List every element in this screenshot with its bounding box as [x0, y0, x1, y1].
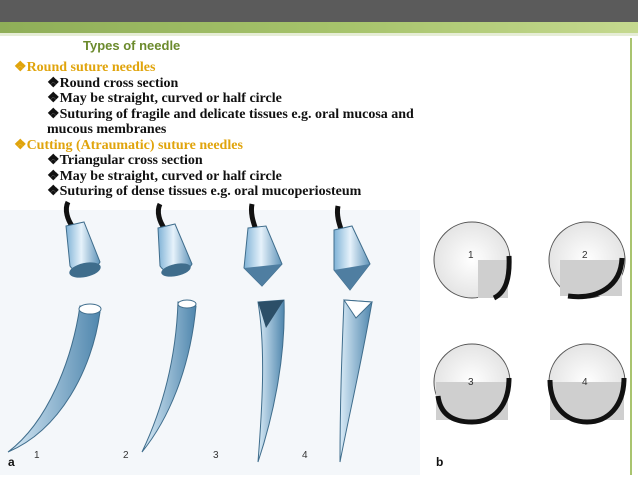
- slide-title: Types of needle: [83, 38, 181, 53]
- panel-a-label: a: [8, 455, 15, 469]
- light-stripe: [0, 33, 638, 36]
- circle-label-4: 4: [582, 377, 588, 388]
- list-item: ❖Triangular cross section: [47, 153, 203, 168]
- circle-label-2: 2: [582, 250, 588, 261]
- bullet-icon: ❖: [47, 153, 60, 168]
- circle-label-3: 3: [468, 377, 474, 388]
- list-item: ❖Suturing of dense tissues e.g. oral mucoperiosteum: [47, 184, 362, 199]
- bullet-icon: ❖: [47, 168, 60, 184]
- needle-label-2: 2: [123, 450, 129, 461]
- circle-label-1: 1: [468, 250, 474, 261]
- needle-figure: [0, 200, 638, 479]
- green-stripe: [0, 22, 638, 33]
- needle-label-4: 4: [302, 450, 308, 461]
- list-item: ❖May be straight, curved or half circle: [47, 168, 282, 184]
- list-item: ❖Round cross section: [47, 75, 179, 91]
- bullet-icon: ❖: [14, 137, 27, 153]
- bullet-icon: ❖: [47, 75, 60, 91]
- panel-b-label: b: [436, 455, 444, 469]
- bullet-icon: ❖: [14, 60, 27, 75]
- top-bar: [0, 0, 638, 22]
- bullet-icon: ❖: [47, 91, 60, 106]
- needle-label-3: 3: [213, 450, 219, 461]
- needle-label-1: 1: [34, 450, 40, 461]
- bullet-list: [14, 60, 614, 200]
- section-heading-cutting: ❖Cutting (Atraumatic) suture needles: [14, 137, 243, 153]
- list-item-continued: mucous membranes: [47, 122, 167, 137]
- section-heading-round: ❖Round suture needles: [14, 60, 156, 75]
- bullet-icon: ❖: [47, 184, 60, 199]
- bullet-icon: ❖: [47, 106, 60, 122]
- list-item: ❖Suturing of fragile and delicate tissues e.g. oral mucosa and: [47, 106, 414, 122]
- list-item: ❖May be straight, curved or half circle: [47, 91, 282, 106]
